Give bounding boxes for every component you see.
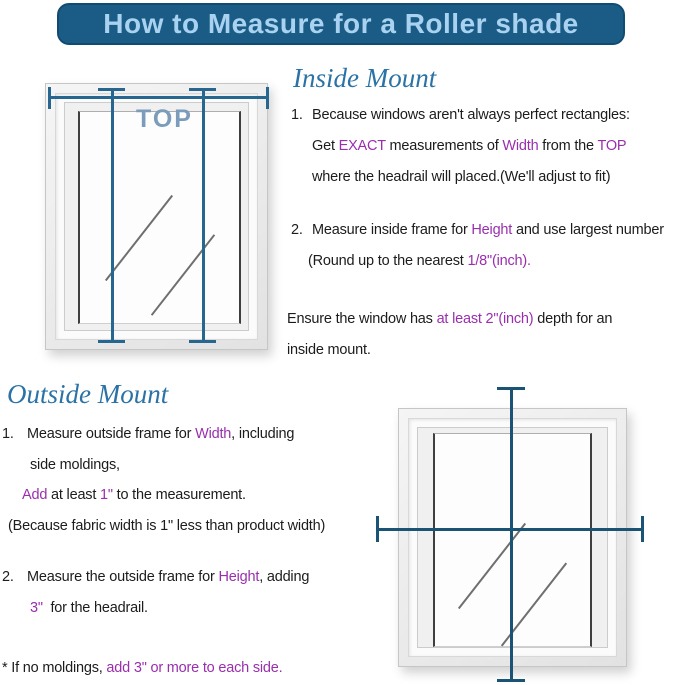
instruction-line: Measure outside frame for Width, including [27, 426, 295, 442]
outside-step-2 [2, 562, 309, 623]
inside-depth-note [287, 304, 612, 366]
step-number: 2. [2, 569, 14, 585]
instruction-line: Measure inside frame for Height and use largest number [312, 222, 664, 238]
width-measure-line [377, 528, 642, 531]
measure-end-cap [497, 387, 525, 390]
step-number: 2. [291, 222, 303, 238]
measure-end-cap [497, 679, 525, 682]
outside-mount-heading: Outside Mount [7, 379, 169, 409]
measure-end-cap [641, 516, 644, 542]
height-measure-line-right [202, 89, 205, 343]
glass-reflection-line [151, 234, 215, 316]
instruction-line: Because windows aren't always perfect rectangles: [312, 107, 630, 123]
page-title-banner [57, 3, 625, 45]
glass-reflection-line [458, 523, 526, 609]
instruction-line: inside mount. [287, 342, 371, 358]
instruction-line: (Because fabric width is 1" less than product width) [8, 517, 326, 534]
instruction-line: Measure the outside frame for Height, adding [27, 569, 310, 585]
instruction-line: (Round up to the nearest 1/8"(inch). [308, 253, 531, 269]
instruction-line: * If no moldings, add 3" or more to each side. [2, 660, 283, 676]
height-measure-line [510, 388, 513, 682]
inside-mount-heading: Inside Mount [293, 63, 437, 93]
window-glass [78, 111, 241, 324]
instruction-line: where the headrail will placed.(We'll adjust to fit) [312, 169, 611, 185]
glass-reflection-line [105, 195, 173, 281]
measure-end-cap [266, 87, 269, 109]
step-number: 1. [2, 426, 14, 442]
instruction-line: 3" for the headrail. [30, 599, 148, 616]
measure-end-cap [189, 340, 216, 343]
step-number: 1. [291, 107, 303, 123]
instruction-line: Add at least 1" to the measurement. [22, 487, 246, 503]
height-measure-line-left [111, 89, 114, 343]
measure-end-cap [48, 87, 51, 109]
measure-end-cap [189, 88, 216, 91]
no-moldings-note [2, 653, 282, 684]
instruction-line: side moldings, [30, 456, 120, 473]
instruction-line: Ensure the window has at least 2"(inch) depth for an [287, 311, 613, 327]
inside-step-1 [291, 100, 630, 193]
measure-end-cap [98, 88, 125, 91]
width-measure-line [49, 96, 269, 99]
inside-step-2 [291, 215, 664, 277]
page-title: How to Measure for a Roller shade [103, 8, 579, 39]
outside-step-1 [2, 419, 325, 541]
measure-end-cap [376, 516, 379, 542]
measure-end-cap [98, 340, 125, 343]
window-top-label: TOP [136, 105, 193, 133]
instruction-line: Get EXACT measurements of Width from the TOP [312, 138, 627, 154]
